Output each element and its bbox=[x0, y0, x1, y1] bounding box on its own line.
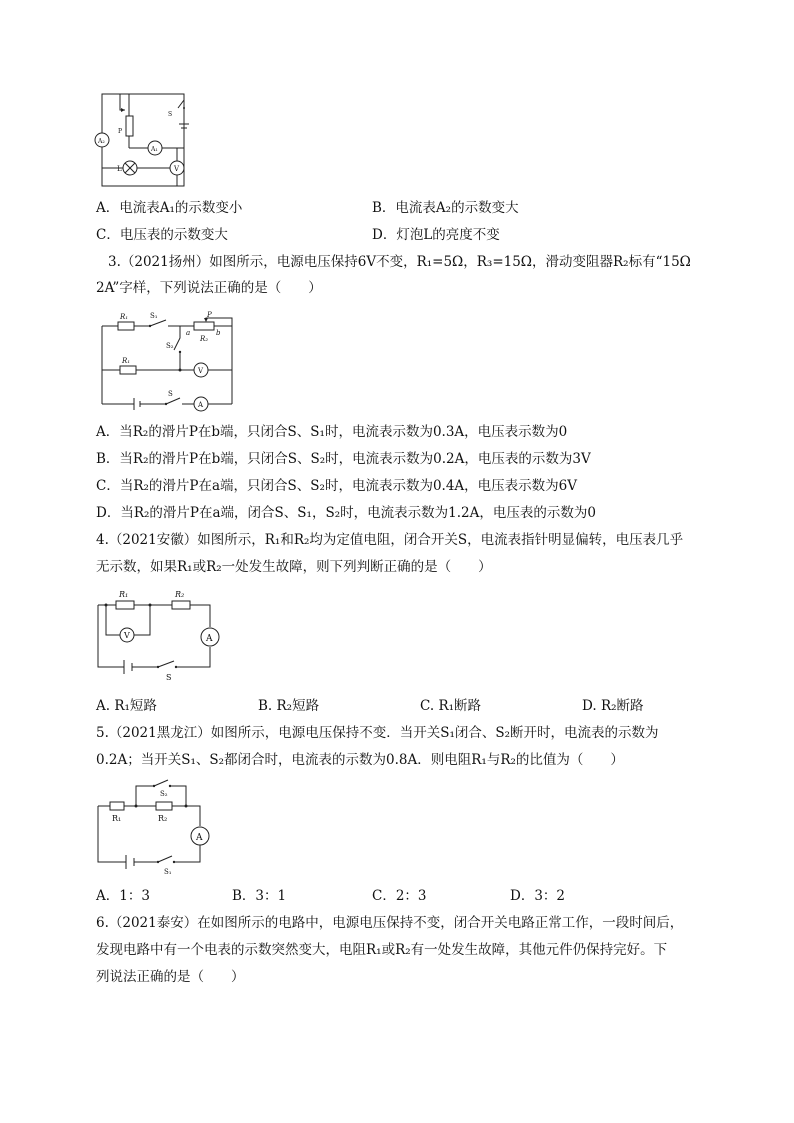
q5-option-d-text: 3：2 bbox=[534, 888, 566, 904]
q2-option-a-letter: A． bbox=[96, 200, 120, 216]
q3-fig-s2: S₂ bbox=[166, 342, 174, 350]
q5-fig-s1: S₁ bbox=[164, 868, 172, 876]
q4-option-d bbox=[582, 697, 644, 715]
q6-stem-line2: 发现电路中有一个电表的示数突然变大，电阻R₁或R₂有一处发生故障，其他元件仍保持完好。下 bbox=[96, 942, 668, 958]
q5-option-b-text: 3：1 bbox=[255, 888, 287, 904]
q2-option-c-text: 电压表的示数变大 bbox=[119, 227, 228, 243]
q3-option-b-text: 当R₂的滑片P在b端，只闭合S、S₂时，电流表示数为0.2A，电压表的示数为3V bbox=[119, 451, 591, 467]
q3-fig-b: b bbox=[216, 329, 221, 337]
q2-option-b-letter: B． bbox=[372, 200, 396, 216]
q4-fig-a: A bbox=[206, 634, 213, 644]
q5-option-b-letter: B． bbox=[232, 888, 256, 904]
q3-option-c-letter: C． bbox=[96, 478, 120, 494]
q4-stem-line1: 4.（2021安徽）如图所示，R₁和R₂均为定值电阻，闭合开关S，电流表指针明显偏转，电压表几乎 bbox=[96, 532, 684, 548]
q4-option-d-text: R₂断路 bbox=[600, 698, 644, 714]
q5-stem-line1: 5.（2021黑龙江）如图所示，电源电压保持不变．当开关S₁闭合、S₂断开时，电流表的示数为 bbox=[96, 725, 659, 741]
q3-fig-r2: R₂ bbox=[200, 335, 209, 343]
q2-option-b-text: 电流表A₂的示数变大 bbox=[395, 200, 519, 216]
q2-fig-v: V bbox=[174, 165, 180, 173]
q5-fig-a: A bbox=[196, 833, 203, 843]
q2-option-d-letter: D． bbox=[372, 227, 397, 243]
q5-stem-line2: 0.2A；当开关S₁、S₂都闭合时，电流表的示数为0.8A．则电阻R₁与R₂的比值为（ ） bbox=[96, 752, 624, 768]
q3-stem-line1: 3.（2021扬州）如图所示，电源电压保持6V不变，R₁=5Ω，R₃=15Ω，滑动变阻器R₂标有“15Ω bbox=[108, 254, 691, 270]
q6-stem-line3: 列说法正确的是（ ） bbox=[96, 969, 245, 985]
q4-fig-r1: R₁ bbox=[119, 590, 129, 599]
q3-option-d-text: 当R₂的滑片P在a端，闭合S、S₁，S₂时，电流表示数为1.2A，电压表的示数为0 bbox=[120, 505, 596, 521]
q4-fig-s: S bbox=[166, 673, 172, 682]
q2-option-c-letter: C． bbox=[96, 227, 120, 243]
q5-fig-s2: S₂ bbox=[160, 790, 168, 798]
q2-option-c bbox=[96, 226, 228, 244]
q3-fig-r1: R₁ bbox=[120, 313, 129, 321]
q2-option-a-text: 电流表A₁的示数变小 bbox=[119, 200, 243, 216]
q5-option-a bbox=[96, 887, 150, 905]
q3-option-b bbox=[96, 450, 591, 468]
q4-option-b bbox=[258, 697, 319, 715]
q4-option-a bbox=[96, 697, 157, 715]
q2-circuit-diagram bbox=[90, 88, 200, 190]
q2-fig-s: S bbox=[168, 111, 173, 118]
q5-option-d bbox=[510, 887, 565, 905]
q5-option-c bbox=[372, 887, 427, 905]
q6-stem-line1: 6.（2021泰安）在如图所示的电路中，电源电压保持不变，闭合开关电路正常工作，一段时间后， bbox=[96, 915, 684, 931]
q3-fig-v: V bbox=[198, 367, 204, 375]
q3-option-c-text: 当R₂的滑片P在a端，只闭合S、S₂时，电流表示数为0.4A，电压表示数为6V bbox=[119, 478, 578, 494]
q5-option-b bbox=[232, 887, 286, 905]
q3-fig-r1b: R₁ bbox=[122, 357, 131, 365]
q5-option-a-letter: A． bbox=[96, 888, 120, 904]
q5-fig-r1: R₁ bbox=[112, 814, 122, 823]
q4-option-c-text: R₁断路 bbox=[438, 698, 482, 714]
q3-stem-line2: 2A”字样，下列说法正确的是（ ） bbox=[96, 280, 322, 296]
q4-option-b-letter: B. bbox=[258, 698, 273, 714]
q3-option-c bbox=[96, 477, 577, 495]
q3-fig-am: A bbox=[198, 401, 204, 409]
q3-fig-a: a bbox=[186, 329, 191, 337]
q3-option-a-text: 当R₂的滑片P在b端，只闭合S、S₁时，电流表示数为0.3A，电压表示数为0 bbox=[119, 424, 568, 440]
q3-option-b-letter: B． bbox=[96, 451, 120, 467]
q4-option-c bbox=[420, 697, 481, 715]
q5-option-c-text: 2：3 bbox=[395, 888, 427, 904]
q4-circuit-diagram bbox=[94, 585, 224, 687]
q4-fig-v: V bbox=[124, 631, 130, 640]
q2-fig-a1: A₁ bbox=[151, 146, 158, 153]
q2-option-b bbox=[372, 199, 519, 217]
q5-fig-r2: R₂ bbox=[158, 814, 168, 823]
q5-option-d-letter: D． bbox=[510, 888, 535, 904]
q5-option-c-letter: C． bbox=[372, 888, 396, 904]
q2-fig-a2: A₂ bbox=[98, 138, 105, 145]
q4-stem-line2: 无示数，如果R₁或R₂一处发生故障，则下列判断正确的是（ ） bbox=[96, 559, 492, 575]
q2-option-d-text: 灯泡L的亮度不变 bbox=[396, 227, 500, 243]
q3-option-a bbox=[96, 423, 567, 441]
q3-option-a-letter: A． bbox=[96, 424, 120, 440]
q4-option-a-letter: A. bbox=[96, 698, 111, 714]
q3-option-d-letter: D． bbox=[96, 505, 121, 521]
q2-fig-p: P bbox=[118, 128, 123, 135]
q5-circuit-diagram bbox=[94, 776, 214, 876]
q4-option-b-text: R₂短路 bbox=[276, 698, 320, 714]
q4-option-c-letter: C. bbox=[420, 698, 435, 714]
q4-option-a-text: R₁短路 bbox=[114, 698, 157, 714]
q3-fig-s: S bbox=[168, 390, 173, 398]
q4-fig-r2: R₂ bbox=[175, 590, 185, 599]
q3-option-d bbox=[96, 504, 596, 522]
q4-option-d-letter: D. bbox=[582, 698, 597, 714]
q2-option-a bbox=[96, 199, 242, 217]
q3-fig-s1: S₁ bbox=[150, 312, 158, 320]
q3-circuit-diagram bbox=[94, 308, 240, 410]
q2-fig-l: L bbox=[117, 165, 122, 173]
q2-option-d bbox=[372, 226, 500, 244]
q3-fig-p: P bbox=[207, 311, 212, 319]
q5-option-a-text: 1：3 bbox=[119, 888, 150, 904]
